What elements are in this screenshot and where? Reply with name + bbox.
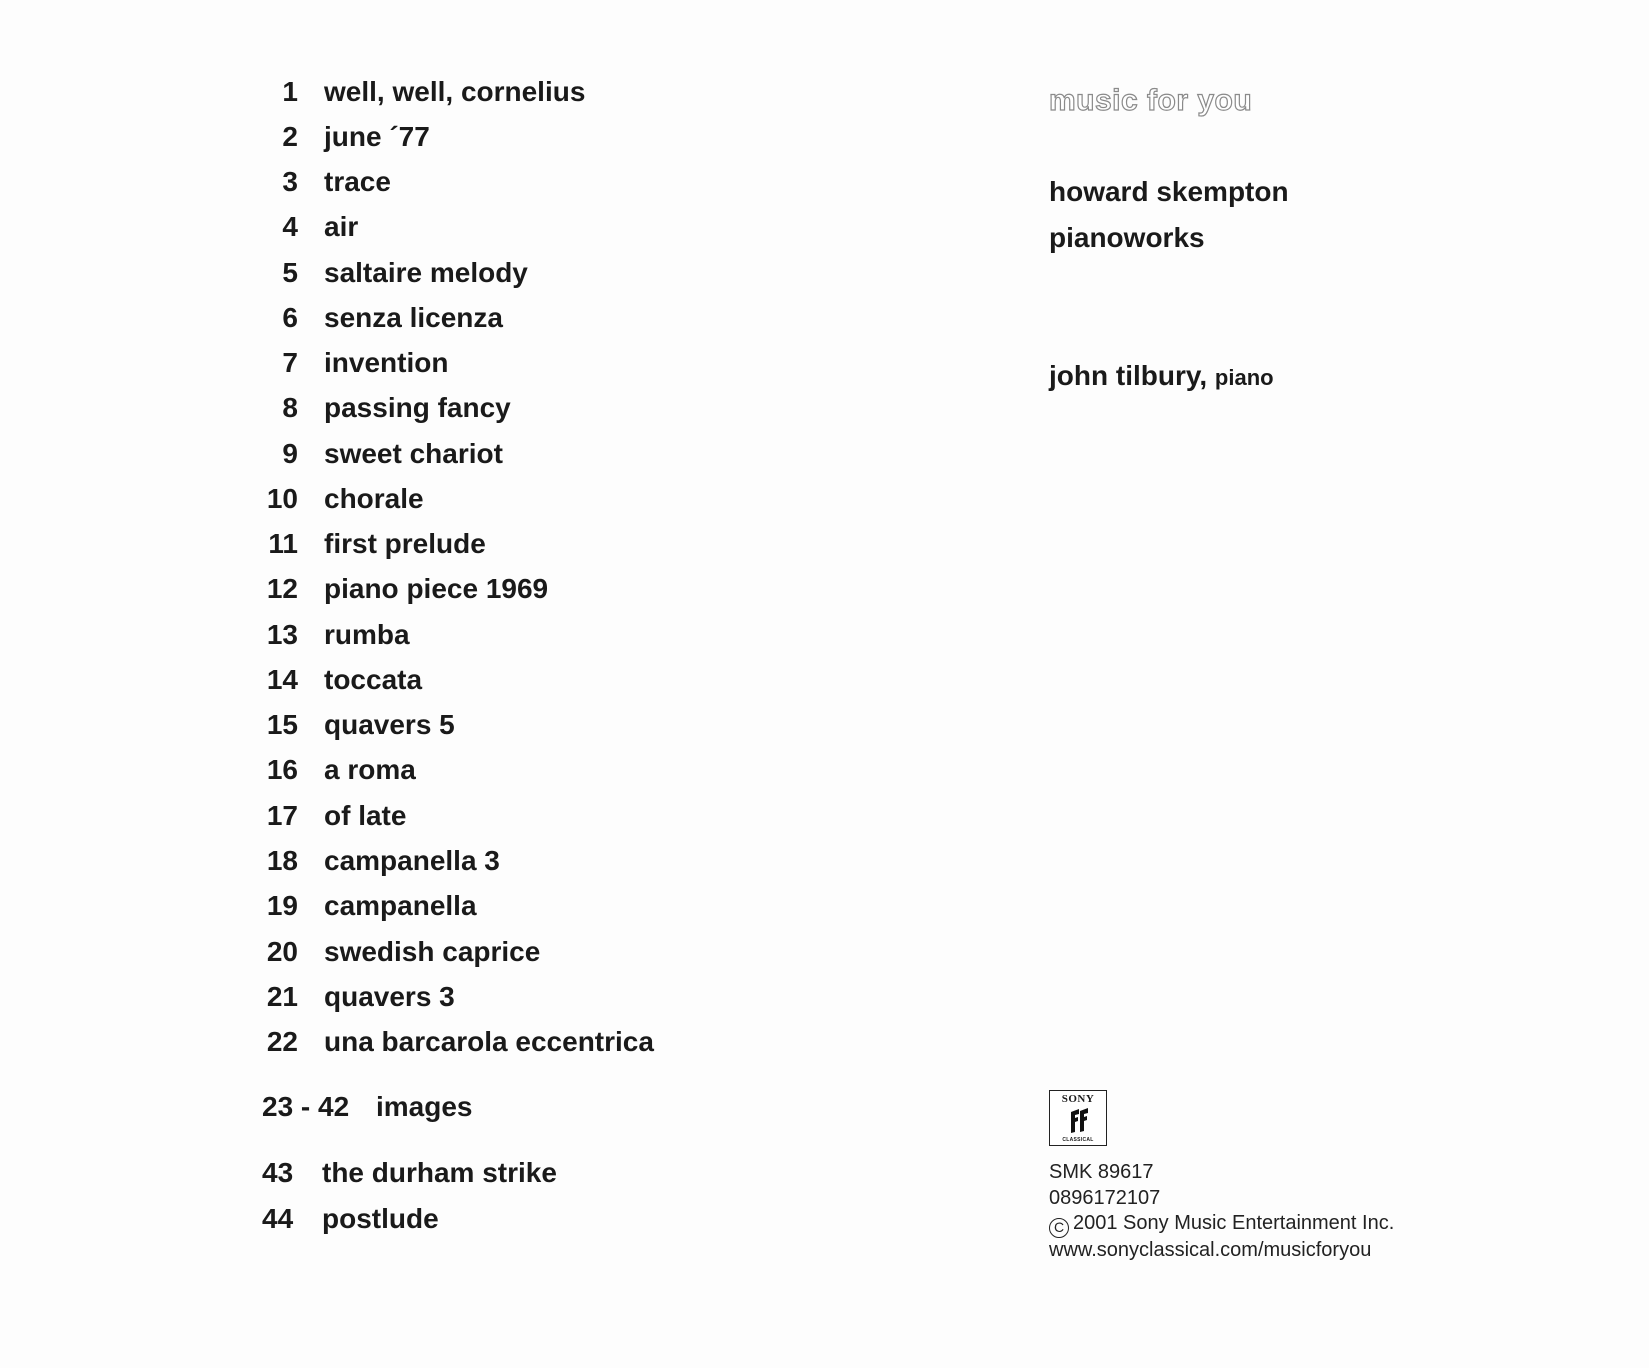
track-title: rumba [324,619,410,650]
track-number: 22 [266,1026,298,1057]
copyright-icon: C [1049,1218,1069,1238]
composer-name: howard skempton [1049,176,1289,207]
track-title: trace [324,166,391,197]
track-title: invention [324,347,449,378]
track-title: toccata [324,664,423,695]
performer [1049,360,1274,392]
track-title: quavers 5 [324,709,455,740]
track-number: 15 [266,709,298,740]
track-title: first prelude [324,528,486,559]
performer-role: piano [1214,365,1274,390]
track-title: swedish caprice [324,936,541,967]
track-title: campanella 3 [324,845,500,876]
track-number: 44 [262,1203,294,1234]
track-number: 10 [266,483,298,514]
track-title: images [376,1091,473,1122]
track-number: 12 [266,573,298,604]
track-title: piano piece 1969 [324,573,549,604]
track-title: of late [324,800,407,831]
track-number: 17 [266,800,298,831]
barcode-number: 0896172107 [1049,1186,1161,1209]
track-number: 11 [268,528,298,559]
track-title: campanella [324,890,477,921]
track-number: 5 [282,257,298,288]
label-brand: SONY [1061,1093,1095,1105]
track-title: air [324,211,359,242]
track-number: 19 [266,890,298,921]
track-title: the durham strike [322,1157,557,1188]
track-number: 13 [266,619,298,650]
track-number: 14 [266,664,298,695]
track-number: 1 [282,76,298,107]
work-title: pianoworks [1049,222,1205,253]
label-mark-icon [1068,1108,1090,1134]
track-title: chorale [324,483,424,514]
track-title: sweet chariot [324,438,503,469]
performer-name: john tilbury, [1049,360,1208,391]
track-number: 7 [282,347,298,378]
track-number: 3 [282,166,298,197]
track-number: 23 - 42 [262,1091,350,1122]
track-number: 9 [282,438,298,469]
track-number: 6 [282,302,298,333]
track-title: una barcarola eccentrica [324,1026,654,1057]
track-title: a roma [324,754,416,785]
track-title: passing fancy [324,392,511,423]
sony-classical-logo [1049,1090,1107,1146]
credits [1049,1160,1394,1264]
track-number: 2 [282,121,298,152]
track-number: 43 [262,1157,294,1188]
track-title: june ´77 [324,121,430,152]
copyright-text: 2001 Sony Music Entertainment Inc. [1073,1212,1395,1234]
track-title: well, well, cornelius [324,76,586,107]
website: www.sonyclassical.com/musicforyou [1049,1239,1372,1261]
label-sub: CLASSICAL [1062,1137,1094,1143]
track-number: 8 [282,392,298,423]
track-number: 20 [266,936,298,967]
track-title: saltaire melody [324,257,528,288]
copyright-line [1049,1211,1394,1238]
track-title: senza licenza [324,302,503,333]
track-title: quavers 3 [324,981,455,1012]
track-number: 4 [282,211,298,242]
track-title: postlude [322,1203,439,1234]
track-number: 18 [266,845,298,876]
series-title: music for you [1049,84,1253,117]
catalog-number: SMK 89617 [1049,1161,1154,1183]
track-number: 16 [266,754,298,785]
track-number: 21 [266,981,298,1012]
